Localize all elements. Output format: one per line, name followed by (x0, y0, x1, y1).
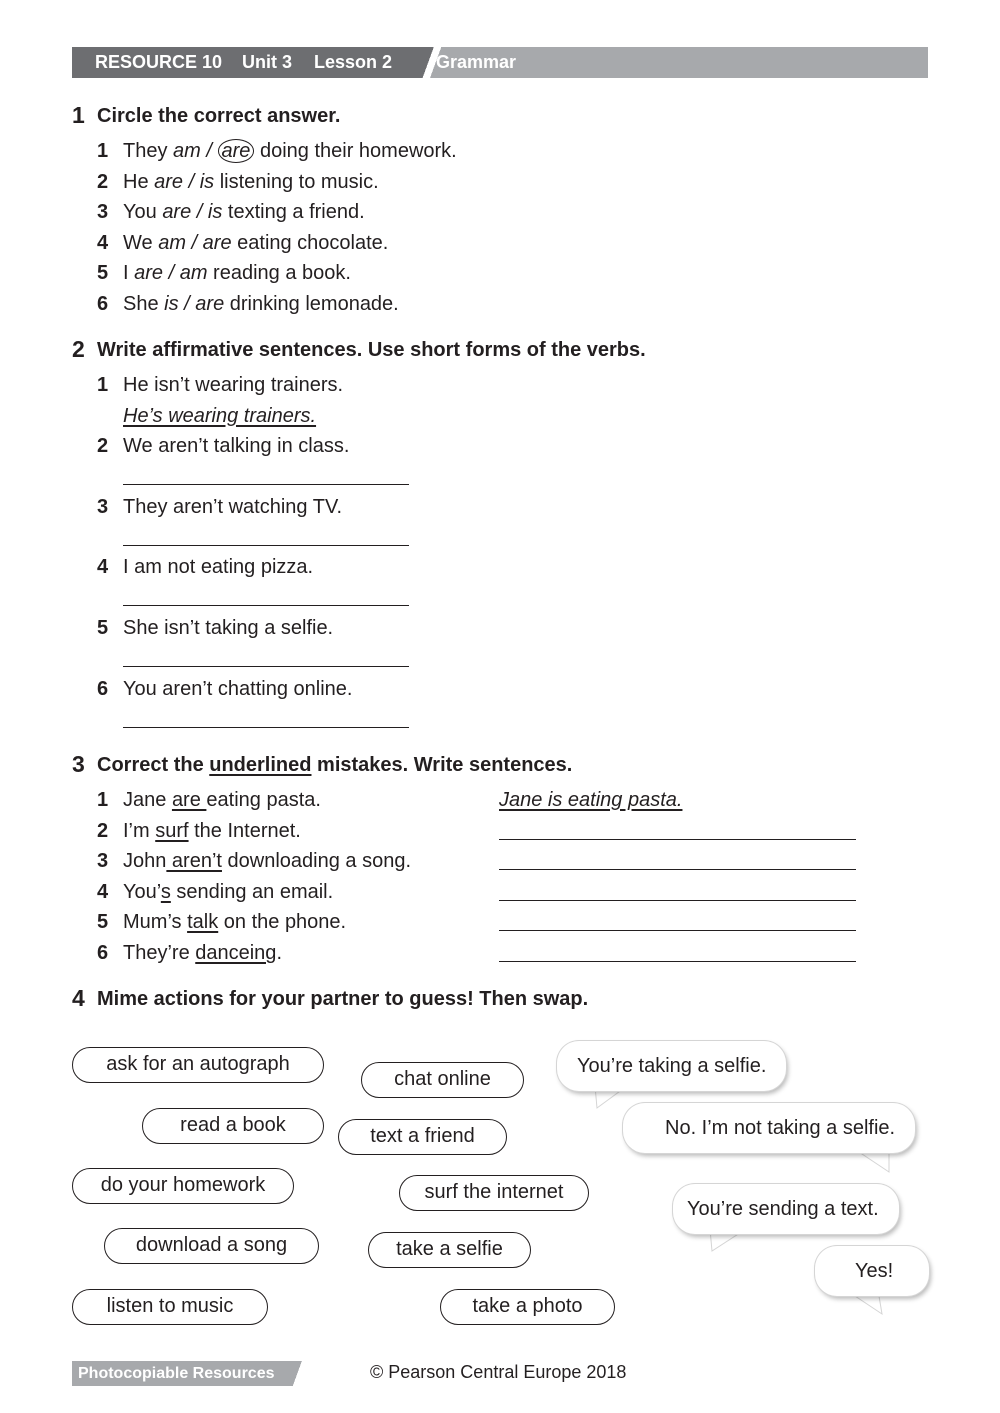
ex2-item: 3 They aren’t watching TV. (97, 496, 343, 518)
option-1[interactable]: am (173, 140, 201, 162)
item-number: 3 (97, 201, 109, 223)
option-1[interactable]: is (164, 293, 179, 315)
ex3-item: 1 Jane are eating pasta. (97, 789, 321, 811)
item-number: 6 (97, 293, 109, 315)
item-number: 5 (97, 262, 109, 284)
action-card[interactable]: do your homework (72, 1168, 294, 1204)
ex1-item: 5 I are / am reading a book. (97, 262, 351, 284)
option-1[interactable]: are (134, 262, 164, 284)
ex3-item: 5 Mum’s talk on the phone. (97, 911, 347, 933)
item-number: 2 (97, 435, 109, 457)
underlined-mistake: surf (155, 820, 189, 842)
header-bar (72, 47, 928, 78)
item-number: 1 (97, 789, 109, 811)
option-2[interactable]: am (179, 262, 208, 284)
action-card[interactable]: text a friend (338, 1119, 507, 1155)
item-number: 1 (97, 374, 109, 396)
underlined-mistake: danceing (195, 942, 277, 964)
ex2-example-answer: He’s wearing trainers. (123, 405, 317, 427)
action-card[interactable]: download a song (104, 1228, 319, 1264)
action-card[interactable]: ask for an autograph (72, 1047, 324, 1083)
answer-line[interactable] (123, 727, 409, 728)
ex3-number: 3 (72, 751, 85, 777)
ex3-item: 6 They’re danceing. (97, 942, 282, 964)
ex1-item: 3 You are / is texting a friend. (97, 201, 365, 223)
ex4-number: 4 (72, 985, 85, 1011)
ex3-item: 3 John aren’t downloading a song. (97, 850, 412, 872)
circled-answer[interactable]: are (218, 139, 255, 163)
item-number: 3 (97, 496, 109, 518)
item-number: 2 (97, 171, 109, 193)
option-2[interactable]: is (199, 171, 215, 193)
answer-line[interactable] (499, 930, 856, 931)
item-number: 2 (97, 820, 109, 842)
option-2[interactable]: are (195, 293, 225, 315)
action-card[interactable]: surf the internet (399, 1175, 589, 1211)
ex1-number: 1 (72, 102, 85, 128)
answer-line[interactable] (499, 961, 856, 962)
action-card[interactable]: take a selfie (368, 1232, 531, 1268)
answer-line[interactable] (123, 484, 409, 485)
item-number: 4 (97, 881, 109, 903)
option-2[interactable]: is (207, 201, 223, 223)
ex2-item: 1 He isn’t wearing trainers. (97, 374, 344, 396)
item-number: 1 (97, 140, 109, 162)
answer-line[interactable] (499, 839, 856, 840)
ex3-item: 2 I’m surf the Internet. (97, 820, 301, 842)
speech-bubble: You’re taking a selfie. (557, 1041, 786, 1091)
speech-bubble: Yes! (815, 1246, 929, 1296)
underlined-mistake: talk (187, 911, 219, 933)
ex3-item: 4 You’s sending an email. (97, 881, 334, 903)
item-number: 6 (97, 678, 109, 700)
item-number: 6 (97, 942, 109, 964)
action-card[interactable]: chat online (361, 1062, 524, 1098)
copyright: © Pearson Central Europe 2018 (370, 1362, 627, 1382)
unit-label: Unit 3 (242, 52, 293, 72)
ex1-item: 1 They am / are doing their homework. (97, 140, 457, 162)
item-number: 3 (97, 850, 109, 872)
section-label: Grammar (436, 52, 517, 72)
option-1[interactable]: are (154, 171, 184, 193)
ex1-item: 6 She is / are drinking lemonade. (97, 293, 399, 315)
answer-line[interactable] (123, 666, 409, 667)
option-1[interactable]: am (158, 232, 186, 254)
ex1-title: Circle the correct answer. (97, 105, 341, 127)
answer-line[interactable] (499, 900, 856, 901)
speech-bubble: No. I’m not taking a selfie. (623, 1103, 915, 1153)
action-card[interactable]: listen to music (72, 1289, 268, 1325)
footer-tag: Photocopiable Resources (72, 1361, 302, 1386)
resource-label: RESOURCE 10 (95, 52, 223, 72)
ex3-title: Correct the underlined mistakes. Write sentences. (97, 754, 573, 776)
ex2-number: 2 (72, 336, 85, 362)
ex2-title: Write affirmative sentences. Use short forms of the verbs. (97, 339, 646, 361)
underlined-mistake: s (160, 881, 171, 903)
item-number: 5 (97, 911, 109, 933)
answer-line[interactable] (123, 545, 409, 546)
speech-bubble: You’re sending a text. (673, 1184, 899, 1234)
lesson-label: Lesson 2 (314, 52, 393, 72)
action-card[interactable]: take a photo (440, 1289, 615, 1325)
ex1-item: 4 We am / are eating chocolate. (97, 232, 389, 254)
answer-line[interactable] (123, 605, 409, 606)
underlined-mistake: are (171, 789, 207, 811)
underlined-mistake: aren’t (166, 850, 222, 872)
ex2-item: 5 She isn’t taking a selfie. (97, 617, 334, 639)
action-card[interactable]: read a book (142, 1108, 324, 1144)
option-2[interactable]: are (202, 232, 232, 254)
ex4-title: Mime actions for your partner to guess! Then swap. (97, 988, 589, 1010)
ex2-item: 2 We aren’t talking in class. (97, 435, 350, 457)
item-number: 5 (97, 617, 109, 639)
item-number: 4 (97, 556, 109, 578)
ex3-example-answer: Jane is eating pasta. (499, 789, 683, 811)
ex2-item: 4 I am not eating pizza. (97, 556, 314, 578)
ex2-item: 6 You aren’t chatting online. (97, 678, 353, 700)
option-1[interactable]: are (162, 201, 192, 223)
answer-line[interactable] (499, 869, 856, 870)
item-number: 4 (97, 232, 109, 254)
ex1-item: 2 He are / is listening to music. (97, 171, 379, 193)
